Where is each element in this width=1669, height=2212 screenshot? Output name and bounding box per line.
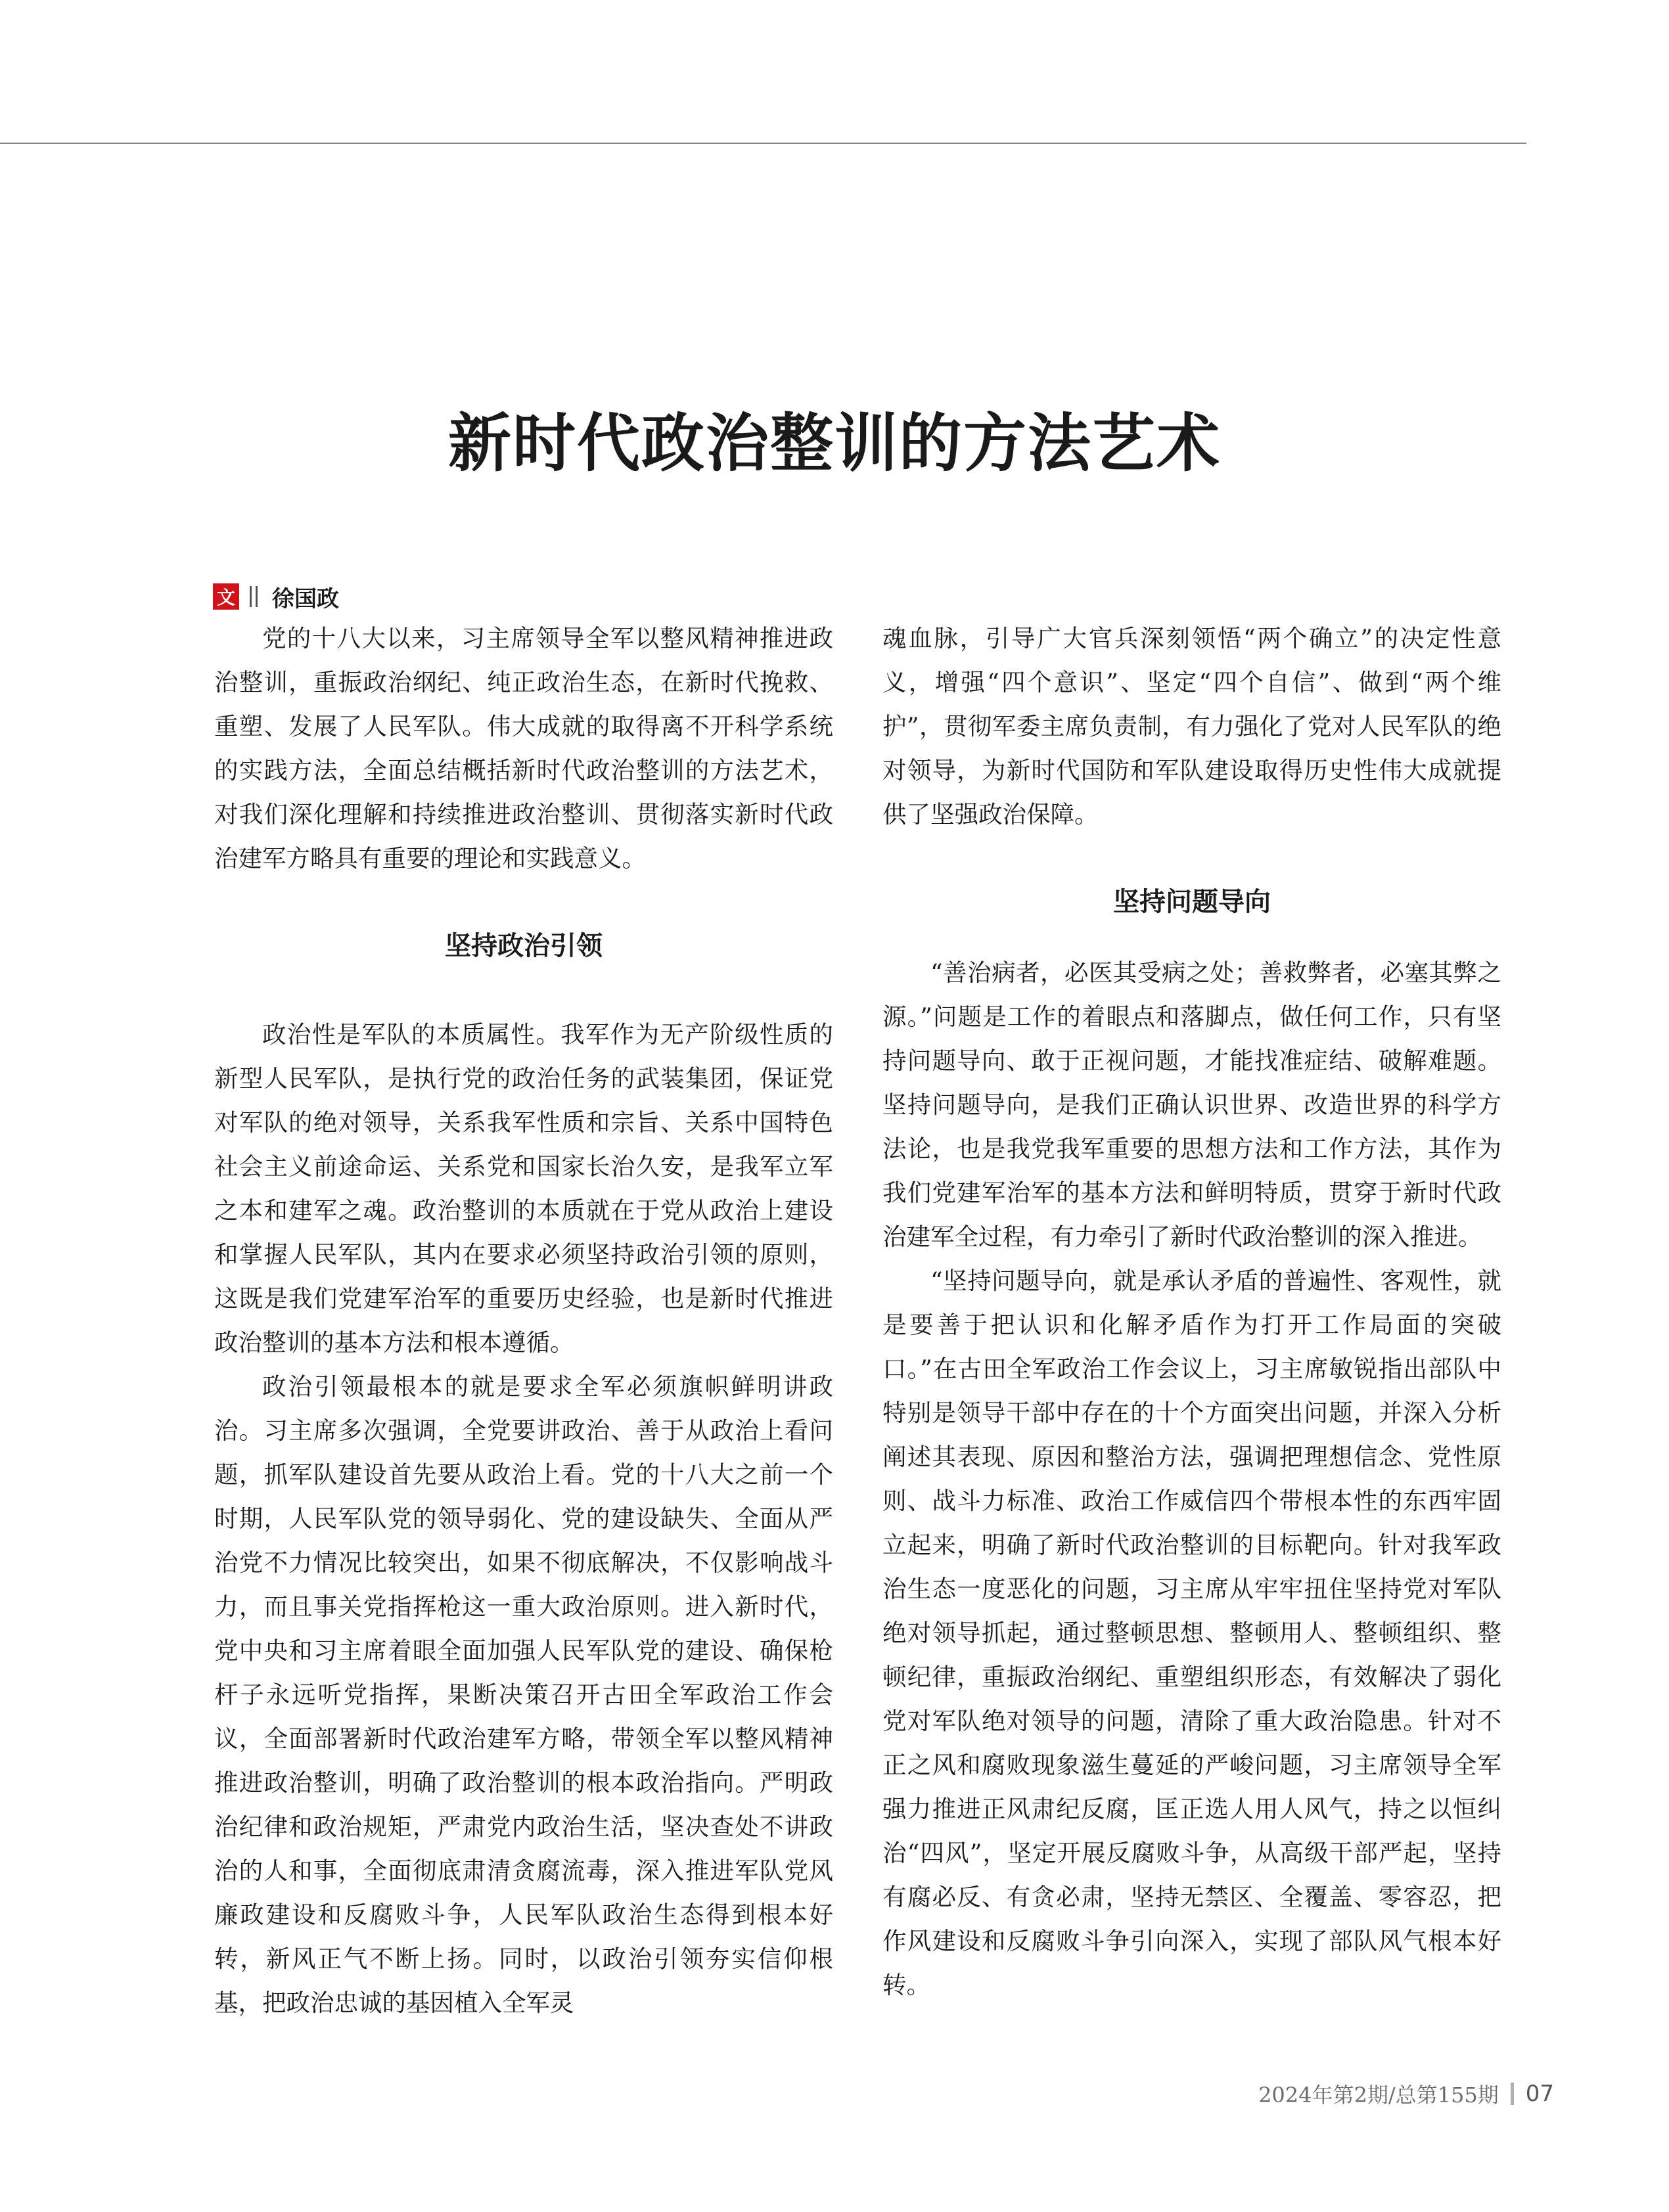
footer-separator: [1511, 2083, 1514, 2105]
divider-bars: [250, 586, 258, 607]
paragraph: 政治引领最根本的就是要求全军必须旗帜鲜明讲政治。习主席多次强调，全党要讲政治、善于从政治上看问题，抓军队建设首先要从政治上看。党的十八大之前一个时期，人民军队党的领导弱化、党的建设缺失、全面从严治党不力情况比较突出，如果不彻底解决，不仅影响战斗力，而且事关党指挥枪这一重大政治原则。进入新时代，党中央和习主席着眼全面加强人民军队党的建设、确保枪杆子永远听党指挥，果断决策召开古田全军政治工作会议，全面部署新时代政治建军方略，带领全军以整风精神推进政治整训，明确了政治整训的根本政治指向。严明政治纪律和政治规矩，严肃党内政治生活，坚决查处不讲政治的人和事，全面彻底肃清贪腐流毒，深入推进军队党风廉政建设和反腐败斗争，人民军队政治生态得到根本好转，新风正气不断上扬。同时，以政治引领夯实信仰根基，把政治忠诚的基因植入全军灵: [214, 1372, 833, 2017]
author-name: 徐国政: [272, 585, 339, 612]
issue-info: 2024年第2期/总第155期: [1258, 2083, 1499, 2108]
paragraph: 政治性是军队的本质属性。我军作为无产阶级性质的新型人民军队，是执行党的政治任务的武装集团，保证党对军队的绝对领导，关系我军性质和宗旨、关系中国特色社会主义前途命运、关系党和国家长治久安，是我军立军之本和建军之魂。政治整训的本质就在于党从政治上建设和掌握人民军队，其内在要求必须坚持政治引领的原则，这既是我们党建军治军的重要历史经验，也是新时代推进政治整训的基本方法和根本遵循。: [214, 1020, 833, 1357]
article-title: 新时代政治整训的方法艺术: [448, 407, 1221, 480]
paragraph: 党的十八大以来，习主席领导全军以整风精神推进政治整训，重振政治纲纪、纯正政治生态，在新时代挽救、重塑、发展了人民军队。伟大成就的取得离不开科学系统的实践方法，全面总结概括新时代政治整训的方法艺术，对我们深化理解和持续推进政治整训、贯彻落实新时代政治建军方略具有重要的理论和实践意义。: [214, 624, 833, 872]
paragraph: “善治病者，必医其受病之处；善救弊者，必塞其弊之源。”问题是工作的着眼点和落脚点，做任何工作，只有坚持问题导向、敢于正视问题，才能找准症结、破解难题。坚持问题导向，是我们正确认识世界、改造世界的科学方法论，也是我党我军重要的思想方法和工作方法，其作为我们党建军治军的基本方法和鲜明特质，贯穿于新时代政治建军全过程，有力牵引了新时代政治整训的深入推进。: [882, 959, 1501, 1251]
author-mark-icon: 文: [213, 583, 239, 610]
top-rule: [0, 143, 1526, 144]
section-heading: 坚持问题导向: [1113, 887, 1271, 917]
paragraph-continued: 魂血脉，引导广大官兵深刻领悟“两个确立”的决定性意义，增强“四个意识”、坚定“四个自信”、做到“两个维护”，贯彻军委主席负责制，有力强化了党对人民军队的绝对领导，为新时代国防和军队建设取得历史性伟大成就提供了坚强政治保障。: [882, 624, 1501, 828]
section-heading: 坚持政治引领: [445, 931, 603, 961]
page-number: 07: [1525, 2081, 1554, 2107]
left-column: [214, 616, 833, 2025]
page-footer: [1258, 2079, 1554, 2109]
right-column: [882, 616, 1501, 2007]
paragraph: “坚持问题导向，就是承认矛盾的普遍性、客观性，就是要善于把认识和化解矛盾作为打开工作局面的突破口。”在古田全军政治工作会议上，习主席敏锐指出部队中特别是领导干部中存在的十个方面突出问题，并深入分析阐述其表现、原因和整治方法，强调把理想信念、党性原则、战斗力标准、政治工作威信四个带根本性的东西牢固立起来，明确了新时代政治整训的目标靶向。针对我军政治生态一度恶化的问题，习主席从牢牢扭住坚持党对军队绝对领导抓起，通过整顿思想、整顿用人、整顿组织、整顿纪律，重振政治纲纪、重塑组织形态，有效解决了弱化党对军队绝对领导的问题，清除了重大政治隐患。针对不正之风和腐败现象滋生蔓延的严峻问题，习主席领导全军强力推进正风肃纪反腐，匡正选人用人风气，持之以恒纠治“四风”，坚定开展反腐败斗争，从高级干部严起，坚持有腐必反、有贪必肃，坚持无禁区、全覆盖、零容忍，把作风建设和反腐败斗争引向深入，实现了部队风气根本好转。: [882, 1267, 1501, 1999]
byline: [213, 582, 339, 611]
